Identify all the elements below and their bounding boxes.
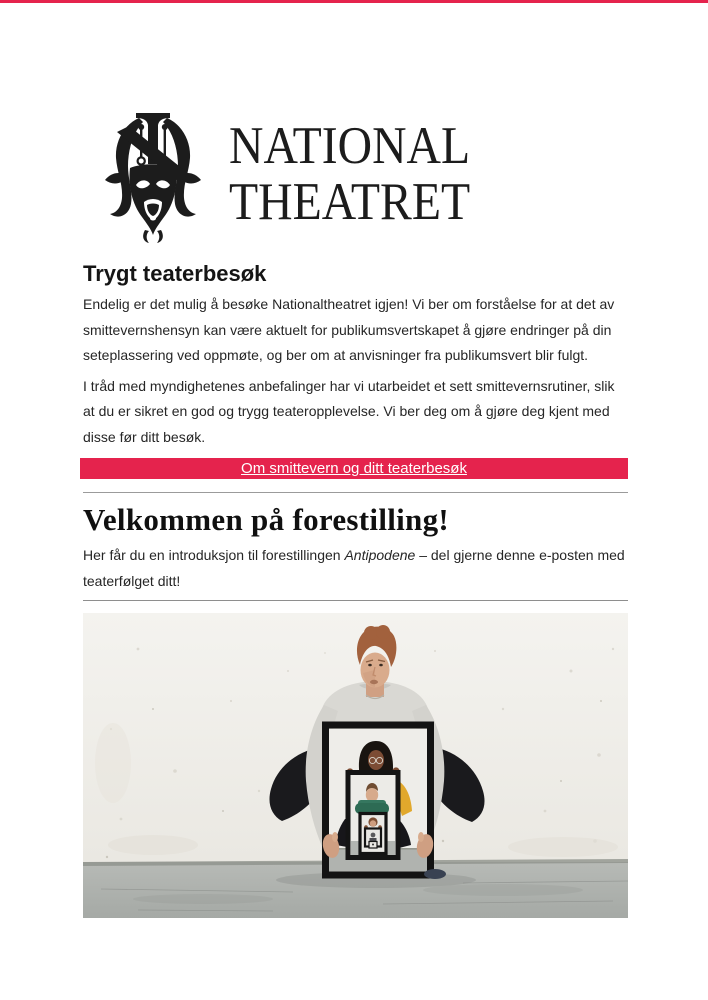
picture-frame-level-1 — [326, 725, 431, 875]
brand-wordmark-line2: THEATRET — [229, 173, 471, 231]
theatre-mask-icon — [103, 110, 203, 244]
section-divider — [83, 492, 628, 493]
intro-heading: Trygt teaterbesøk — [83, 261, 267, 286]
photo-divider — [83, 600, 628, 601]
intro-paragraph-1: Endelig er det mulig å besøke Nationaltheatret igjen! Vi ber om forståelse for at det av smittevernshensyn kan være aktuelt for publikumsvertskapet å gjøre endringer på din seteplassering ved oppmøte, og ber om at anvisninger fra publikumsvert blir fulgt. — [83, 296, 615, 363]
brand-wordmark-line1: NATIONAL — [229, 117, 471, 175]
brand-wordmark — [229, 110, 470, 230]
show-title: Antipodene — [344, 547, 416, 563]
brand-logo — [103, 110, 628, 244]
show-intro-text-before: Her får du en introduksjon til forestillingen — [83, 547, 345, 563]
show-intro-text-after: – del gjerne denne e-posten med teaterfølget ditt! — [83, 547, 625, 589]
top-accent-bar — [0, 0, 708, 3]
recursive-frames-photo — [83, 613, 628, 918]
smittevern-cta-link[interactable]: Om smittevern og ditt teaterbesøk — [80, 458, 628, 479]
picture-frame-level-2 — [348, 773, 398, 858]
shoe — [424, 869, 446, 879]
show-intro-paragraph — [83, 543, 628, 594]
show-heading: Velkommen på forestilling! — [83, 502, 450, 537]
intro-paragraph-2: I tråd med myndighetenes anbefalinger har vi utarbeidet et sett smittevernsrutiner, slik at du er sikret en god og trygg teateropplevelse. Vi ber deg om å gjøre deg kjent med disse før ditt besøk. — [83, 377, 615, 445]
antipodene-show-photo — [83, 613, 628, 918]
newsletter-body — [83, 110, 628, 918]
